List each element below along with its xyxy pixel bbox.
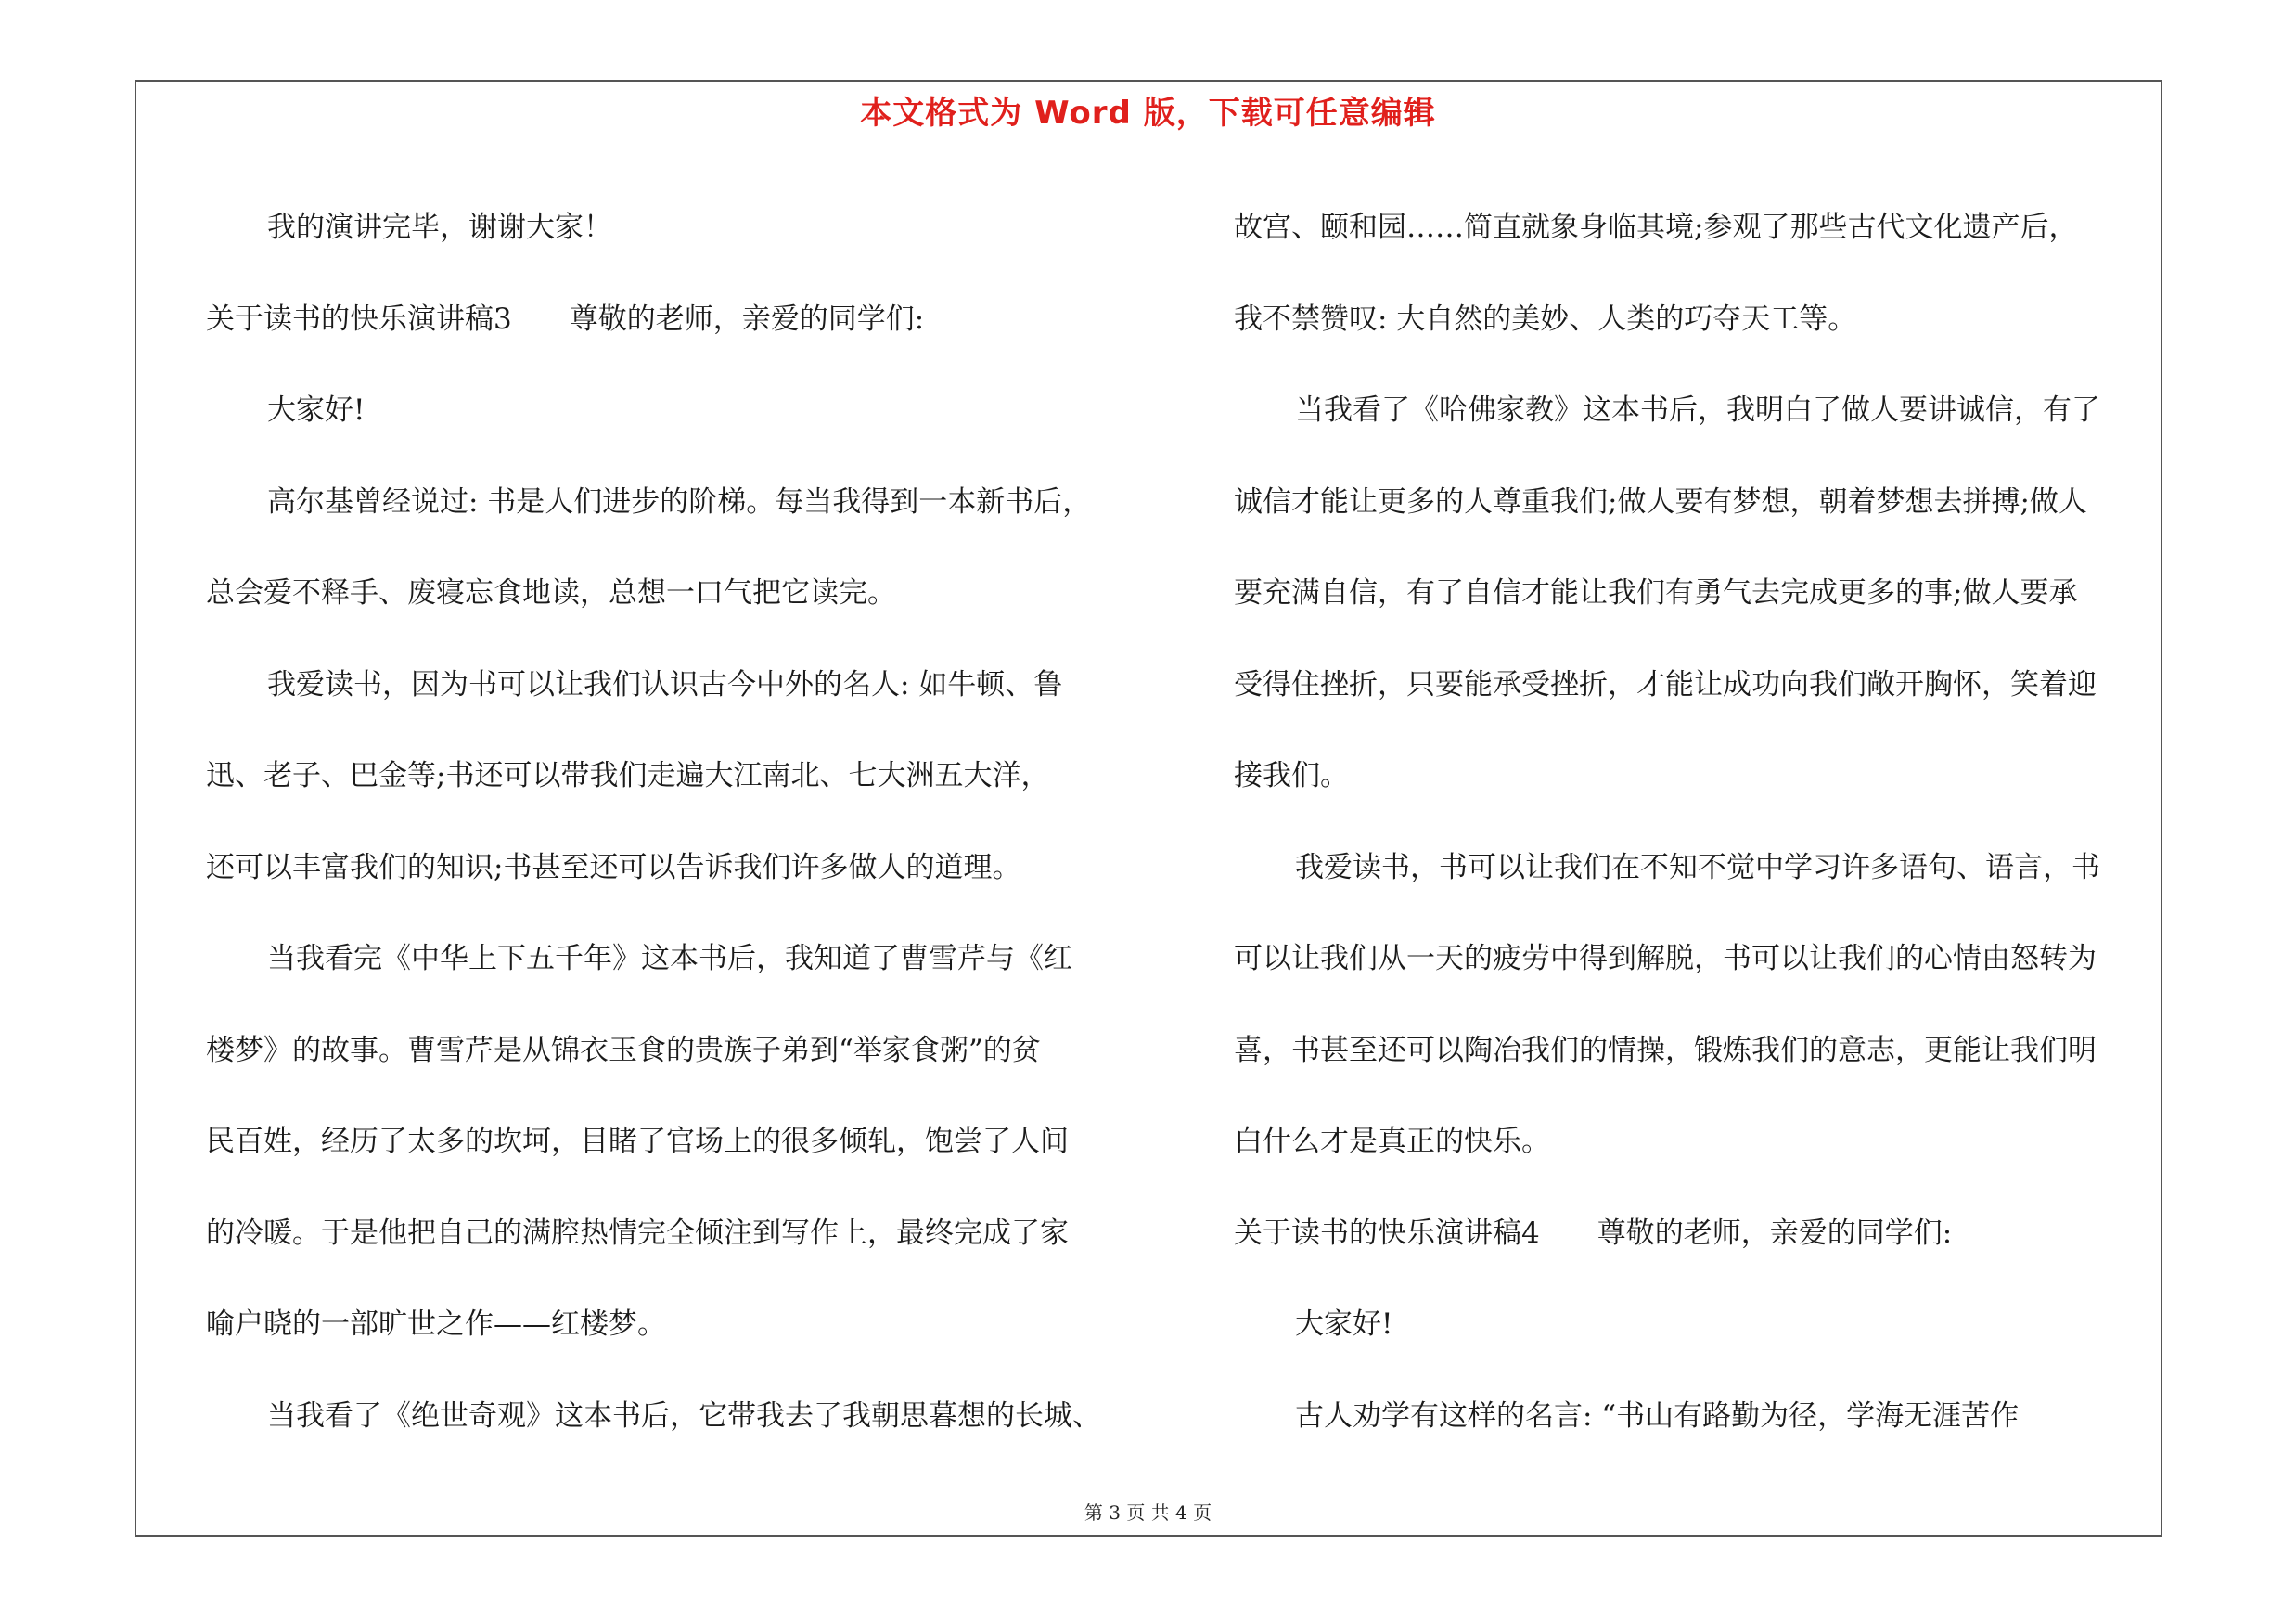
text-line: 受得住挫折，只要能承受挫折，才能让成功向我们敞开胸怀，笑着迎: [1234, 667, 2097, 702]
text-line: 诚信才能让更多的人尊重我们;做人要有梦想，朝着梦想去拼搏;做人: [1234, 484, 2087, 519]
text-line: 还可以丰富我们的知识;书甚至还可以告诉我们许多做人的道理。: [206, 850, 1021, 884]
text-line: 接我们。: [1234, 759, 1349, 792]
text-line: 白什么才是真正的快乐。: [1234, 1125, 1550, 1158]
text-line: 我爱读书，书可以让我们在不知不觉中学习许多语句、语言，书: [1295, 850, 2100, 884]
text-line: 可以让我们从一天的疲劳中得到解脱，书可以让我们的心情由怒转为: [1234, 942, 2097, 975]
page-footer: 第 3 页 共 4 页: [1084, 1501, 1212, 1524]
text-line: 大家好!: [1295, 1307, 1393, 1341]
right-column: [1234, 182, 2157, 1462]
text-line: 迅、老子、巴金等;书还可以带我们走遍大江南北、七大洲五大洋，: [206, 759, 1050, 792]
text-line: 故宫、颐和园……简直就象身临其境;参观了那些古代文化遗产后，: [1234, 211, 2078, 244]
text-line: 要充满自信，有了自信才能让我们有勇气去完成更多的事;做人要承: [1234, 576, 2078, 610]
text-line: 当我看了《绝世奇观》这本书后，它带我去了我朝思暮想的长城、: [267, 1398, 1101, 1433]
text-line: 喜，书甚至还可以陶冶我们的情操，锻炼我们的意志，更能让我们明: [1234, 1033, 2097, 1067]
text-line: 我不禁赞叹: 大自然的美妙、人类的巧夺天工等。: [1234, 302, 1857, 336]
text-line: 大家好!: [267, 393, 366, 427]
text-line: 民百姓，经历了太多的坎坷，目睹了官场上的很多倾轧，饱尝了人间: [206, 1125, 1069, 1158]
text-line: 当我看了《哈佛家教》这本书后，我明白了做人要讲诚信，有了: [1295, 393, 2100, 427]
text-line: 当我看完《中华上下五千年》这本书后，我知道了曹雪芹与《红: [267, 942, 1072, 975]
text-line: 关于读书的快乐演讲稿4 尊敬的老师，亲爱的同学们:: [1234, 1216, 1953, 1250]
format-banner: 本文格式为 Word 版，下载可任意编辑: [860, 95, 1436, 132]
text-line: 古人劝学有这样的名言: “书山有路勤为径，学海无涯苦作: [1295, 1398, 2020, 1433]
text-line: 高尔基曾经说过: 书是人们进步的阶梯。每当我得到一本新书后，: [267, 484, 1092, 519]
left-column: [206, 182, 1134, 1462]
text-line: 关于读书的快乐演讲稿3 尊敬的老师，亲爱的同学们:: [206, 302, 925, 336]
text-line: 喻户晓的一部旷世之作——红楼梦。: [206, 1307, 666, 1341]
text-line: 我爱读书，因为书可以让我们认识古今中外的名人: 如牛顿、鲁: [267, 667, 1063, 702]
text-line: 楼梦》的故事。曹雪芹是从锦衣玉食的贵族子弟到“举家食粥”的贫: [206, 1033, 1041, 1067]
text-line: 的冷暖。于是他把自己的满腔热情完全倾注到写作上，最终完成了家: [206, 1216, 1069, 1250]
text-line: 总会爱不释手、废寝忘食地读，总想一口气把它读完。: [206, 576, 896, 610]
text-line: 我的演讲完毕，谢谢大家！: [267, 211, 612, 244]
